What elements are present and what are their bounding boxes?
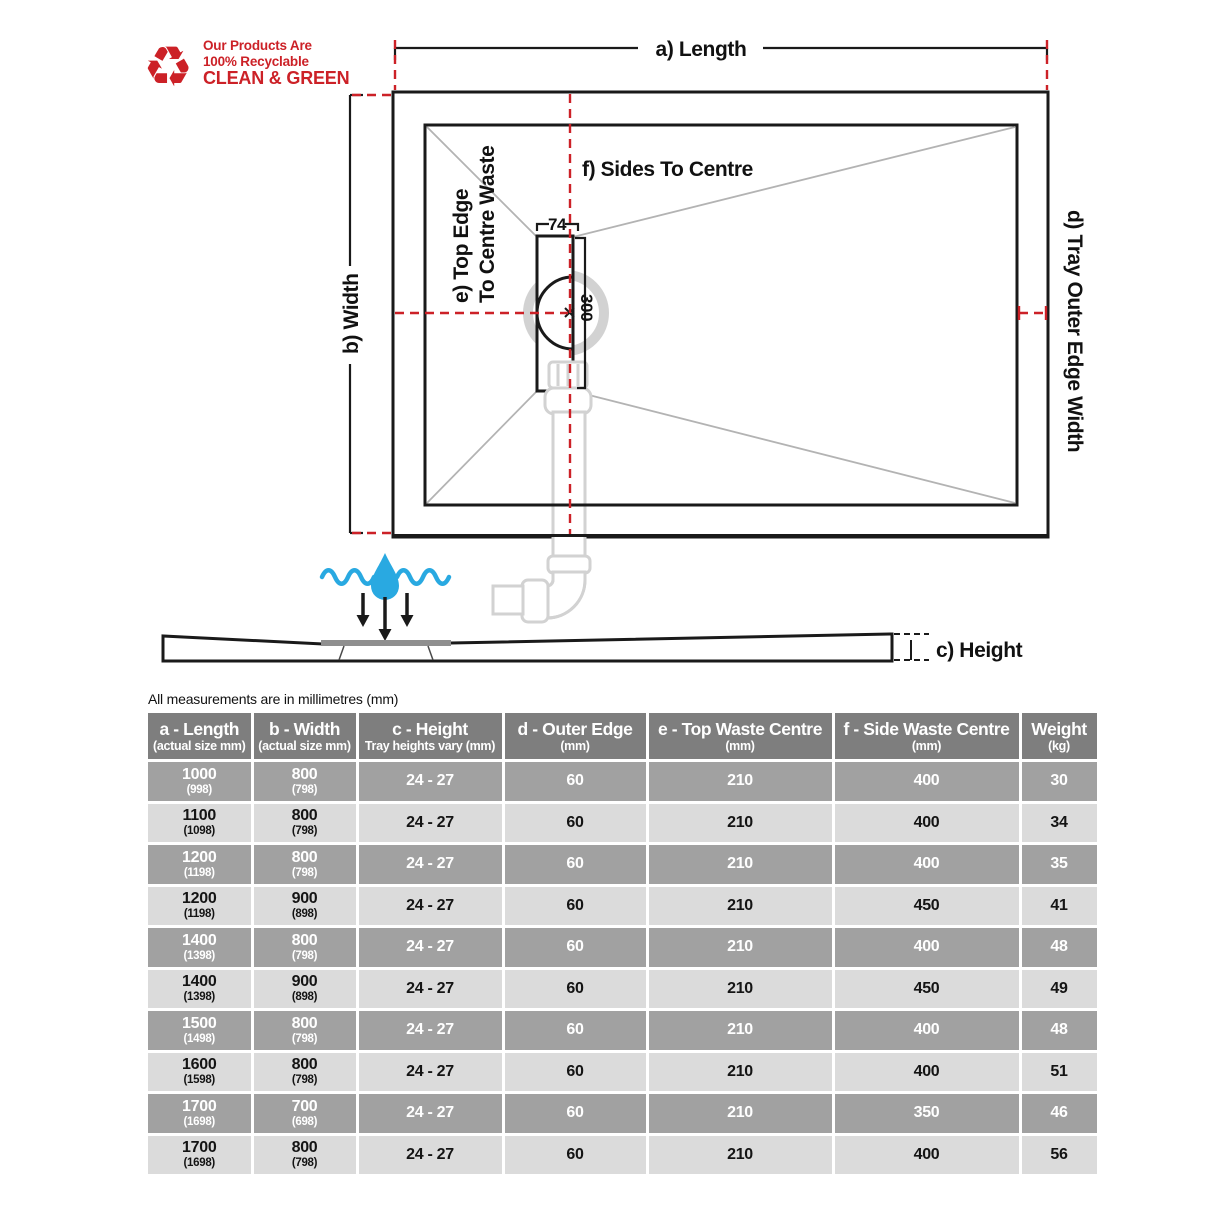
table-row xyxy=(148,968,1098,1010)
cell-weight: 48 xyxy=(1020,927,1098,969)
cell-length: 1200 (1198) xyxy=(148,844,252,886)
wave-left-icon xyxy=(322,570,374,584)
header-side-waste-centre: f - Side Waste Centre (mm) xyxy=(833,713,1020,761)
label-width: b) Width xyxy=(340,273,363,354)
table-row xyxy=(148,927,1098,969)
cell-side-waste: 400 xyxy=(833,1134,1020,1176)
tray-spec-table xyxy=(148,713,1100,1177)
cell-top-waste: 210 xyxy=(647,885,833,927)
cell-side-waste: 400 xyxy=(833,1010,1020,1052)
table-row xyxy=(148,802,1098,844)
cell-height: 24 - 27 xyxy=(357,844,503,886)
cell-top-waste: 210 xyxy=(647,844,833,886)
cell-length: 1400 (1398) xyxy=(148,927,252,969)
cell-width: 800 (798) xyxy=(252,1134,357,1176)
cell-side-waste: 350 xyxy=(833,1093,1020,1135)
cell-top-waste: 210 xyxy=(647,1051,833,1093)
cell-outer-edge: 60 xyxy=(503,927,647,969)
flow-arrows xyxy=(357,593,414,641)
cell-length: 1700 (1698) xyxy=(148,1093,252,1135)
cell-width: 900 (898) xyxy=(252,968,357,1010)
water-drop-icon xyxy=(371,553,399,600)
cell-width: 800 (798) xyxy=(252,761,357,803)
cell-outer-edge: 60 xyxy=(503,1093,647,1135)
cell-outer-edge: 60 xyxy=(503,844,647,886)
dim-300: 300 xyxy=(577,294,596,322)
cell-width: 900 (898) xyxy=(252,885,357,927)
waste-flange-profile xyxy=(321,640,451,646)
cell-top-waste: 210 xyxy=(647,1093,833,1135)
cell-top-waste: 210 xyxy=(647,927,833,969)
table-row xyxy=(148,885,1098,927)
cell-weight: 49 xyxy=(1020,968,1098,1010)
cell-height: 24 - 27 xyxy=(357,761,503,803)
cell-width: 800 (798) xyxy=(252,1051,357,1093)
cell-width: 800 (798) xyxy=(252,844,357,886)
header-top-waste-centre: e - Top Waste Centre (mm) xyxy=(647,713,833,761)
header-length: a - Length (actual size mm) xyxy=(148,713,252,761)
label-height: c) Height xyxy=(936,639,1023,662)
table-row xyxy=(148,844,1098,886)
header-height: c - Height Tray heights vary (mm) xyxy=(357,713,503,761)
cell-outer-edge: 60 xyxy=(503,1010,647,1052)
cell-weight: 56 xyxy=(1020,1134,1098,1176)
cell-weight: 41 xyxy=(1020,885,1098,927)
cell-height: 24 - 27 xyxy=(357,1010,503,1052)
table-row xyxy=(148,1134,1098,1176)
cell-height: 24 - 27 xyxy=(357,802,503,844)
cell-outer-edge: 60 xyxy=(503,1134,647,1176)
cell-height: 24 - 27 xyxy=(357,885,503,927)
cell-top-waste: 210 xyxy=(647,1134,833,1176)
cell-outer-edge: 60 xyxy=(503,802,647,844)
table-header-row xyxy=(148,713,1098,761)
cell-length: 1400 (1398) xyxy=(148,968,252,1010)
cell-weight: 35 xyxy=(1020,844,1098,886)
cell-width: 800 (798) xyxy=(252,802,357,844)
cell-top-waste: 210 xyxy=(647,761,833,803)
recycle-icon: ♻ xyxy=(143,35,194,100)
cell-width: 800 (798) xyxy=(252,927,357,969)
logo-line-1: Our Products Are xyxy=(203,38,312,53)
cell-side-waste: 400 xyxy=(833,1051,1020,1093)
cell-height: 24 - 27 xyxy=(357,1051,503,1093)
cell-weight: 30 xyxy=(1020,761,1098,803)
cell-height: 24 - 27 xyxy=(357,927,503,969)
cell-top-waste: 210 xyxy=(647,802,833,844)
table-row xyxy=(148,1093,1098,1135)
cell-side-waste: 400 xyxy=(833,844,1020,886)
cell-weight: 34 xyxy=(1020,802,1098,844)
cell-side-waste: 450 xyxy=(833,968,1020,1010)
wave-right-icon xyxy=(397,570,449,584)
cell-length: 1000 (998) xyxy=(148,761,252,803)
cell-side-waste: 400 xyxy=(833,802,1020,844)
cell-top-waste: 210 xyxy=(647,1010,833,1052)
table-row xyxy=(148,1051,1098,1093)
logo-line-2: 100% Recyclable xyxy=(203,54,309,69)
table-row xyxy=(148,1010,1098,1052)
cell-width: 800 (798) xyxy=(252,1010,357,1052)
label-sides-to-centre: f) Sides To Centre xyxy=(582,158,753,181)
header-weight: Weight (kg) xyxy=(1020,713,1098,761)
header-width: b - Width (actual size mm) xyxy=(252,713,357,761)
cell-side-waste: 450 xyxy=(833,885,1020,927)
cell-height: 24 - 27 xyxy=(357,1134,503,1176)
cell-length: 1500 (1498) xyxy=(148,1010,252,1052)
cell-side-waste: 400 xyxy=(833,927,1020,969)
label-top-edge-line2: To Centre Waste xyxy=(476,145,499,303)
cell-outer-edge: 60 xyxy=(503,761,647,803)
cell-side-waste: 400 xyxy=(833,761,1020,803)
label-tray-outer-edge-width: d) Tray Outer Edge Width xyxy=(1063,210,1086,453)
header-outer-edge: d - Outer Edge (mm) xyxy=(503,713,647,761)
cell-top-waste: 210 xyxy=(647,968,833,1010)
label-top-edge-line1: e) Top Edge xyxy=(450,188,473,303)
tray-side-profile xyxy=(163,634,892,661)
cell-length: 1200 (1198) xyxy=(148,885,252,927)
dim-74: 74 xyxy=(547,215,567,234)
water-drop-symbol xyxy=(322,553,449,600)
cell-outer-edge: 60 xyxy=(503,1051,647,1093)
cell-length: 1100 (1098) xyxy=(148,802,252,844)
cell-weight: 46 xyxy=(1020,1093,1098,1135)
cell-length: 1600 (1598) xyxy=(148,1051,252,1093)
measurements-note: All measurements are in millimetres (mm) xyxy=(148,691,399,707)
cell-outer-edge: 60 xyxy=(503,968,647,1010)
table-row xyxy=(148,761,1098,803)
cell-weight: 48 xyxy=(1020,1010,1098,1052)
cell-height: 24 - 27 xyxy=(357,1093,503,1135)
logo-line-3: CLEAN & GREEN xyxy=(203,68,350,88)
height-dimension xyxy=(894,634,929,660)
cell-width: 700 (698) xyxy=(252,1093,357,1135)
cell-outer-edge: 60 xyxy=(503,885,647,927)
cell-height: 24 - 27 xyxy=(357,968,503,1010)
label-length: a) Length xyxy=(655,38,747,61)
cell-weight: 51 xyxy=(1020,1051,1098,1093)
cell-length: 1700 (1698) xyxy=(148,1134,252,1176)
